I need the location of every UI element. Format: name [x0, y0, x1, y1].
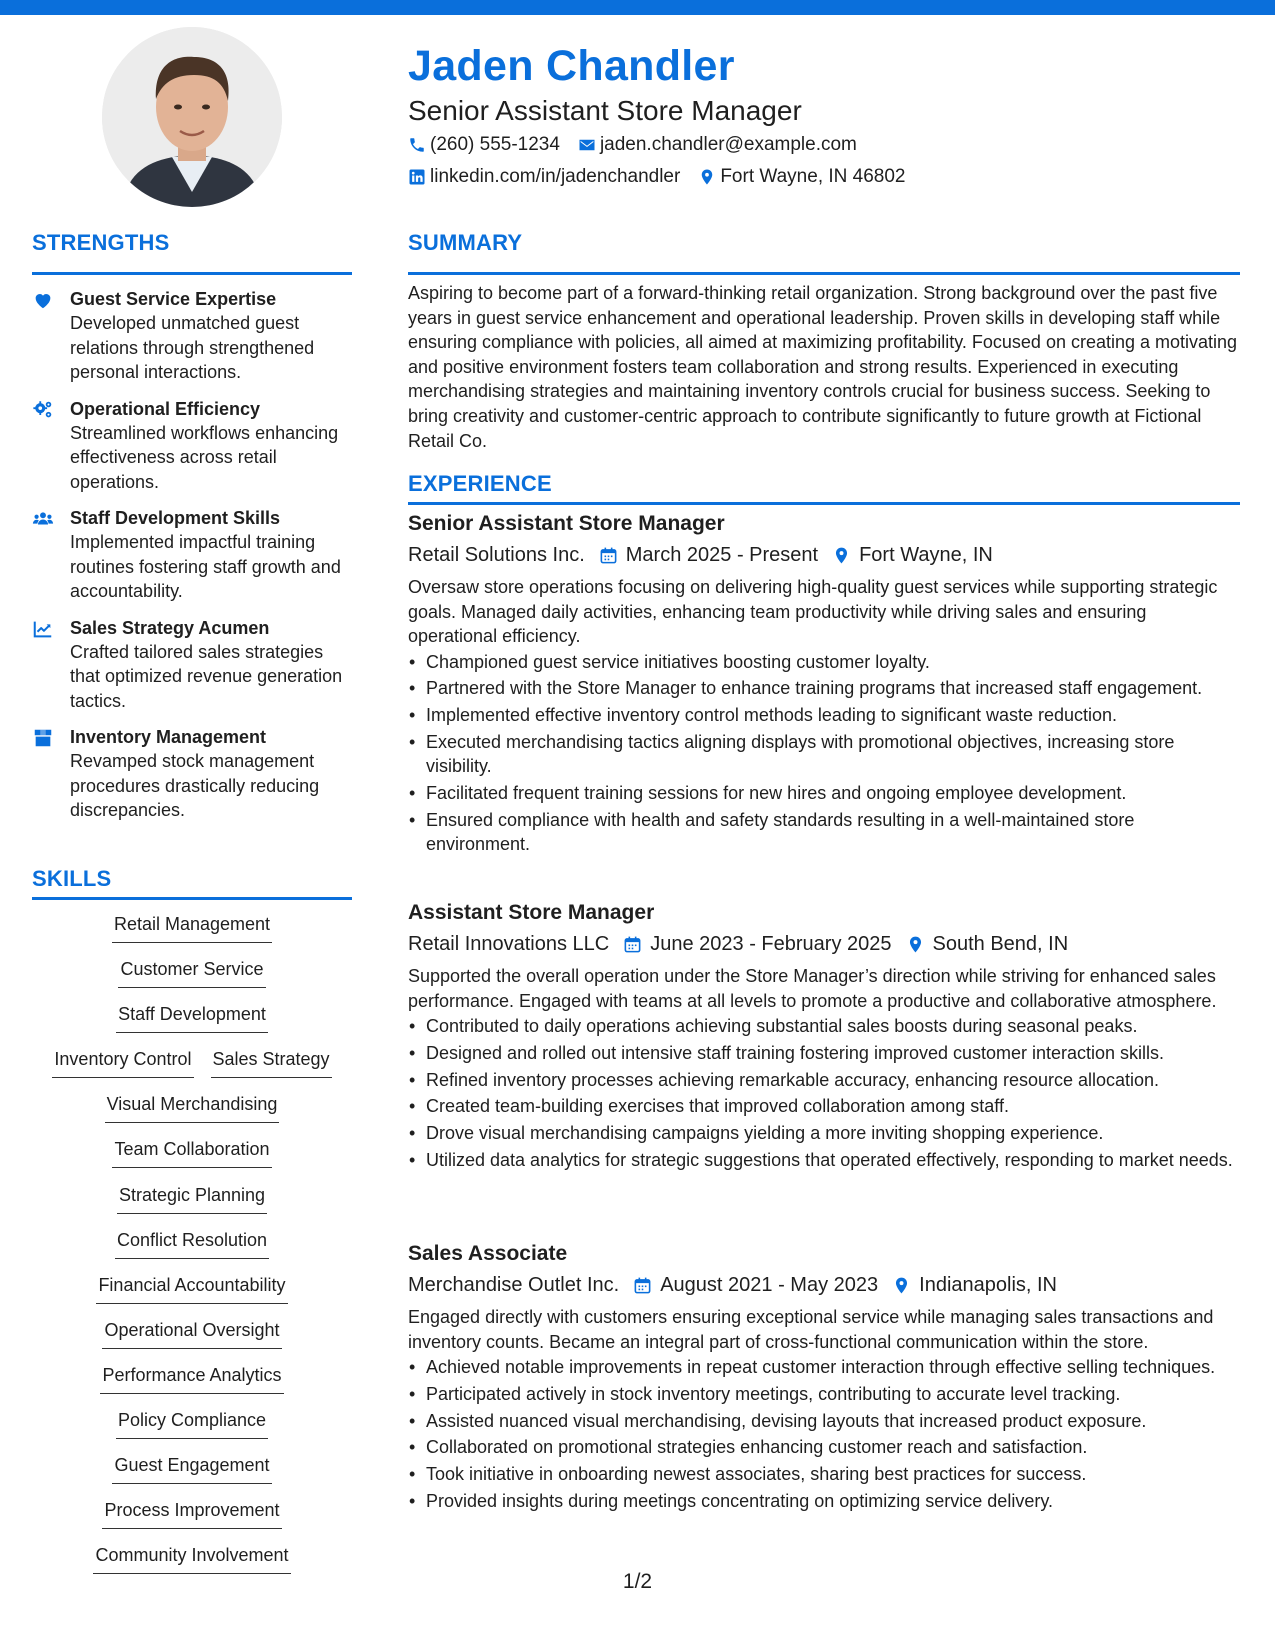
- phone-contact[interactable]: [408, 134, 560, 156]
- skill-tag: Staff Development: [116, 1002, 268, 1033]
- strength-desc: Crafted tailored sales strategies that optimized revenue generation tactics.: [70, 641, 343, 711]
- job-bullet: • Assisted nuanced visual merchandising, devising layouts that increased product exposure.: [408, 1409, 1240, 1434]
- skills-rule: [32, 897, 352, 900]
- job-dates: March 2025 - Present: [625, 544, 819, 566]
- skill-tag: Guest Engagement: [112, 1453, 271, 1484]
- job-location: Indianapolis, IN: [919, 1274, 1058, 1296]
- gears-icon: [32, 399, 54, 421]
- strength-title: Guest Service Expertise: [70, 289, 277, 309]
- linkedin-icon: [408, 168, 426, 186]
- summary-text: Aspiring to become part of a forward-thinking retail organization. Strong background over the past five years in guest service enhancement and operational leadership. Proven skills in developing staff while ensuring compliance with policies, all aimed at maximizing profitability. Focused on creating a motivating and positive environment fosters team collaboration and strong results. Experienced in executing merchandising strategies and maintaining inventory controls crucial for business success. Seeking to bring creativity and customer-centric approach to contribute significantly to future growth at Fictional Retail Co.: [408, 283, 1238, 451]
- skill-tag: Visual Merchandising: [105, 1092, 280, 1123]
- contact-row-2: [408, 166, 924, 188]
- job-bullet: • Contributed to daily operations achieving substantial sales boosts during seasonal peaks.: [408, 1014, 1240, 1039]
- job-bullet: • Refined inventory processes achieving remarkable accuracy, enhancing resource allocation.: [408, 1068, 1240, 1093]
- map-pin-icon: [832, 546, 851, 565]
- job-company: Merchandise Outlet Inc.: [408, 1274, 620, 1296]
- job-bullet: • Achieved notable improvements in repeat customer interaction through effective selling techniques.: [408, 1355, 1240, 1380]
- job-bullet: • Collaborated on promotional strategies enhancing customer reach and satisfaction.: [408, 1435, 1240, 1460]
- job-bullet: • Designed and rolled out intensive staff training fostering improved customer interaction skills.: [408, 1041, 1240, 1066]
- job-bullet: • Executed merchandising tactics aligning displays with promotional objectives, increasing store visibility.: [408, 730, 1240, 779]
- job-bullet: • Partnered with the Store Manager to enhance training programs that increased staff engagement.: [408, 676, 1240, 701]
- strengths-heading: STRENGTHS: [32, 230, 170, 255]
- contact-row-1: [408, 134, 875, 156]
- chart-line-icon: [32, 618, 54, 640]
- job-bullets: [408, 1355, 1240, 1513]
- strength-title: Staff Development Skills: [70, 508, 281, 528]
- strength-desc: Streamlined workflows enhancing effectiveness across retail operations.: [70, 422, 339, 492]
- calendar-icon: [599, 546, 618, 565]
- job-bullets: [408, 650, 1240, 857]
- strength-item: [32, 725, 352, 823]
- job-description: Oversaw store operations focusing on delivering high-quality guest services while supporting strategic goals. Managed daily activities, enhancing team productivity while driving sales and ensuring operational efficiency.: [408, 577, 1218, 646]
- location-text: Fort Wayne, IN 46802: [720, 166, 906, 187]
- candidate-title: Senior Assistant Store Manager: [408, 95, 802, 126]
- job-description: Supported the overall operation under the Store Manager’s direction while striving for enhanced sales performance. Engaged with teams at all levels to promote a productive and collaborative atmosphere.: [408, 966, 1217, 1011]
- skill-tag: Community Involvement: [93, 1543, 290, 1574]
- strength-title: Operational Efficiency: [70, 398, 261, 419]
- job-company: Retail Innovations LLC: [408, 933, 610, 955]
- candidate-name: Jaden Chandler: [408, 42, 735, 90]
- strength-item: [32, 397, 352, 495]
- strength-item: [32, 616, 352, 714]
- job-meta: [408, 541, 1240, 569]
- job-bullet: • Created team-building exercises that improved collaboration among staff.: [408, 1094, 1240, 1119]
- linkedin-contact[interactable]: [408, 166, 680, 188]
- map-pin-icon: [892, 1276, 911, 1295]
- location-contact: [698, 166, 905, 188]
- skill-tag: Operational Oversight: [102, 1318, 281, 1349]
- skill-tag: Policy Compliance: [116, 1408, 268, 1439]
- top-accent-bar: [0, 0, 1275, 15]
- job-bullet: • Ensured compliance with health and safety standards resulting in a well-maintained store environment.: [408, 808, 1240, 857]
- job-bullets: [408, 1014, 1240, 1172]
- users-icon: [32, 508, 54, 530]
- job-bullet: • Championed guest service initiatives boosting customer loyalty.: [408, 650, 1240, 675]
- skill-tag: Strategic Planning: [117, 1183, 267, 1214]
- strength-title: Sales Strategy Acumen: [70, 617, 270, 638]
- strength-desc: Developed unmatched guest relations through strengthened personal interactions.: [70, 313, 315, 382]
- job-location: Fort Wayne, IN: [859, 544, 993, 566]
- job-entry: [408, 511, 1240, 859]
- skill-tag: Sales Strategy: [211, 1047, 332, 1078]
- job-dates: August 2021 - May 2023: [660, 1274, 879, 1296]
- job-entry: [408, 1241, 1240, 1516]
- map-pin-icon: [698, 168, 716, 186]
- strengths-list: [32, 287, 352, 835]
- heart-icon: [32, 289, 54, 311]
- strength-desc: Implemented impactful training routines fostering staff growth and accountability.: [70, 532, 341, 601]
- job-meta: [408, 930, 1240, 958]
- email-contact[interactable]: [578, 134, 857, 156]
- summary-rule: [408, 272, 1240, 275]
- job-title: Sales Associate: [408, 1242, 568, 1265]
- map-pin-icon: [906, 935, 925, 954]
- strength-item: [32, 506, 352, 604]
- calendar-icon: [623, 935, 642, 954]
- envelope-icon: [578, 136, 596, 154]
- job-bullet: • Drove visual merchandising campaigns yielding a more inviting shopping experience.: [408, 1121, 1240, 1146]
- summary-heading: SUMMARY: [408, 230, 523, 255]
- strength-title: Inventory Management: [70, 727, 267, 747]
- job-description: Engaged directly with customers ensuring exceptional service while managing sales transactions and inventory counts. Became an integral part of cross-functional communication within the store.: [408, 1307, 1214, 1352]
- skill-tag: Team Collaboration: [112, 1137, 271, 1168]
- profile-photo: [102, 27, 282, 207]
- job-bullet: • Took initiative in onboarding newest associates, sharing best practices for success.: [408, 1462, 1240, 1487]
- job-bullet: • Utilized data analytics for strategic suggestions that operated effectively, responding to market needs.: [408, 1148, 1240, 1173]
- skill-tag: Financial Accountability: [96, 1273, 287, 1304]
- skill-tag: Inventory Control: [52, 1047, 193, 1078]
- box-icon: [32, 727, 54, 749]
- phone-text: (260) 555-1234: [430, 134, 560, 155]
- skills-list: [32, 912, 352, 1588]
- job-title: Senior Assistant Store Manager: [408, 512, 725, 535]
- skill-tag: Performance Analytics: [100, 1363, 283, 1394]
- email-text: jaden.chandler@example.com: [599, 134, 857, 155]
- linkedin-text: linkedin.com/in/jadenchandler: [430, 166, 681, 187]
- skill-tag: Customer Service: [118, 957, 265, 988]
- phone-icon: [408, 136, 426, 154]
- experience-rule: [408, 502, 1240, 505]
- strength-item: [32, 287, 352, 385]
- strengths-rule: [32, 272, 352, 275]
- job-meta: [408, 1271, 1240, 1299]
- skill-tag: Process Improvement: [102, 1498, 281, 1529]
- job-company: Retail Solutions Inc.: [408, 544, 585, 566]
- avatar: [102, 27, 282, 207]
- calendar-icon: [633, 1276, 652, 1295]
- experience-heading: EXPERIENCE: [408, 471, 552, 496]
- job-bullet: • Provided insights during meetings concentrating on optimizing service delivery.: [408, 1489, 1240, 1514]
- skills-heading: SKILLS: [32, 866, 112, 891]
- strength-desc: Revamped stock management procedures drastically reducing discrepancies.: [70, 751, 320, 820]
- job-dates: June 2023 - February 2025: [650, 933, 892, 955]
- job-title: Assistant Store Manager: [408, 901, 655, 924]
- skill-tag: Conflict Resolution: [115, 1228, 269, 1259]
- job-entry: [408, 900, 1240, 1175]
- job-bullet: • Implemented effective inventory control methods leading to significant waste reduction.: [408, 703, 1240, 728]
- page-number: 1/2: [622, 1570, 653, 1593]
- job-bullet: • Facilitated frequent training sessions for new hires and ongoing employee development.: [408, 781, 1240, 806]
- job-location: South Bend, IN: [932, 933, 1069, 955]
- skill-tag: Retail Management: [112, 912, 272, 943]
- job-bullet: • Participated actively in stock inventory meetings, contributing to accurate level tracking.: [408, 1382, 1240, 1407]
